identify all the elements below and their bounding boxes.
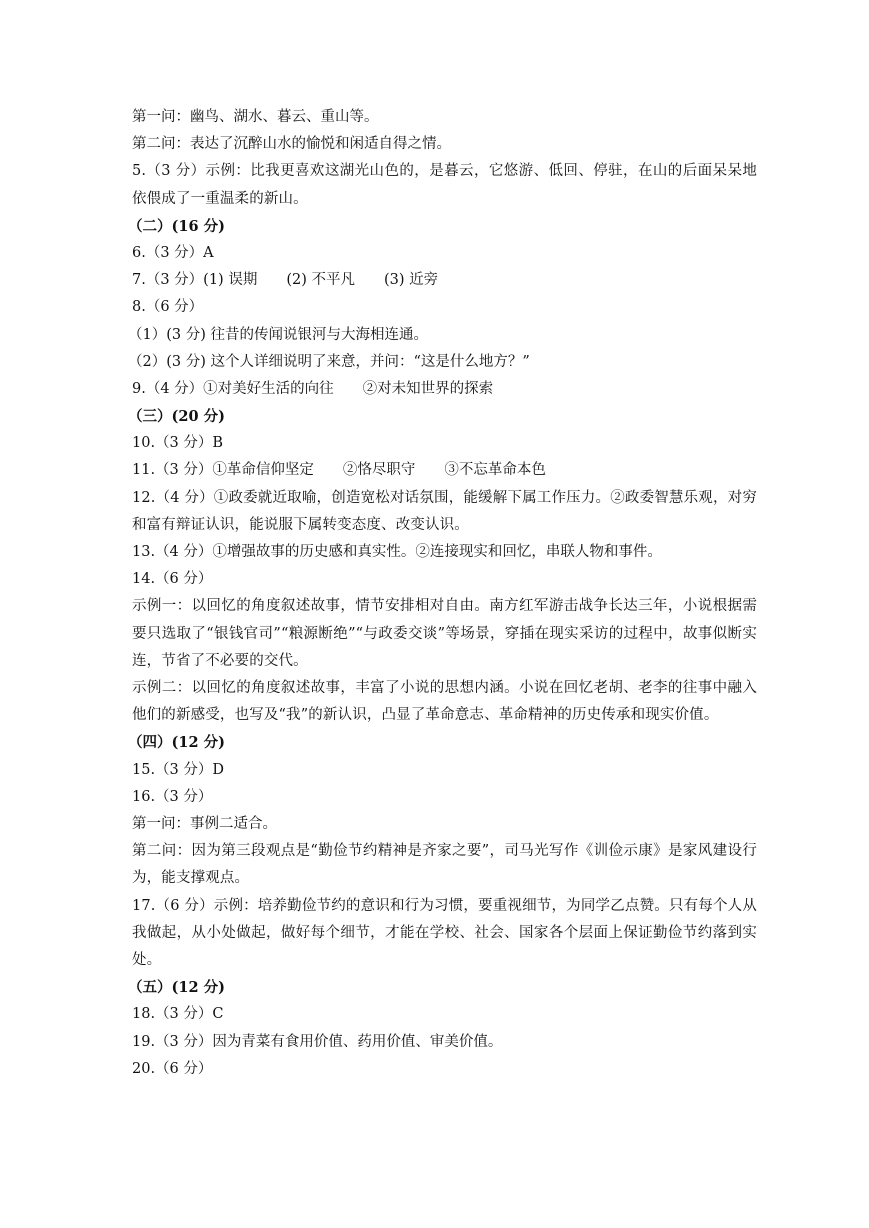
- answer-line: 10.（3 分）B: [132, 435, 224, 452]
- answer-line: 13.（4 分）①增强故事的历史感和真实性。②连接现实和回忆，串联人物和事件。: [132, 544, 662, 561]
- answer-line: 14.（6 分）: [132, 571, 213, 588]
- answer-paragraph: 17.（6 分）示例：培养勤俭节约的意识和行为习惯，要重视细节，为同学乙点赞。只有每个人从我做起，从小处做起，做好每个细节，才能在学校、社会、国家各个层面上保证勤俭节约落到实处。: [132, 897, 757, 969]
- answer-key-text: [128, 104, 757, 1083]
- answer-line: 7.（3 分）(1) 误期 (2) 不平凡 (3) 近旁: [132, 272, 439, 289]
- answer-line: 8.（6 分）: [132, 299, 204, 316]
- answer-paragraph: 示例一：以回忆的角度叙述故事，情节安排相对自由。南方红军游击战争长达三年，小说根据需要只选取了“银钱官司”“粮源断绝”“与政委交谈”等场景，穿插在现实采访的过程中，故事似断实连，节省了不必要的交代。: [132, 598, 757, 669]
- answer-line: 第一问：幽鸟、湖水、暮云、重山等。: [132, 109, 379, 125]
- answer-paragraph: 5.（3 分）示例：比我更喜欢这湖光山色的，是暮云，它悠游、低回、停驻，在山的后面呆呆地依偎成了一重温柔的新山。: [132, 163, 757, 207]
- answer-line: （1）(3 分) 往昔的传闻说银河与大海相连通。: [128, 326, 428, 343]
- answer-line: 19.（3 分）因为青菜有食用价值、药用价值、审美价值。: [132, 1033, 503, 1050]
- section-heading: （四）(12 分): [128, 734, 225, 752]
- answer-line: 第二问：表达了沉醉山水的愉悦和闲适自得之情。: [132, 136, 451, 153]
- answer-paragraph: 12.（4 分）①政委就近取喻，创造宽松对话氛围，能缓解下属工作压力。②政委智慧乐观，对穷和富有辩证认识，能说服下属转变态度、改变认识。: [132, 489, 757, 533]
- answer-line: 15.（3 分）D: [132, 761, 225, 778]
- answer-line: 6.（3 分）A: [132, 244, 214, 261]
- section-heading: （五）(12 分): [128, 979, 225, 997]
- answer-line: 20.（6 分）: [132, 1060, 213, 1077]
- section-heading: （三）(20 分): [128, 408, 225, 426]
- answer-line: 第一问：事例二适合。: [132, 816, 277, 833]
- answer-paragraph: 示例二：以回忆的角度叙述故事，丰富了小说的思想内涵。小说在回忆老胡、老李的往事中融入他们的新感受，也写及“我”的新认识，凸显了革命意志、革命精神的历史传承和现实价值。: [132, 680, 757, 724]
- answer-line: 18.（3 分）C: [132, 1006, 224, 1023]
- answer-paragraph: 第二问：因为第三段观点是“勤俭节约精神是齐家之要”，司马光写作《训俭示康》是家风建设行为，能支撑观点。: [132, 843, 757, 887]
- answer-line: 16.（3 分）: [132, 788, 213, 805]
- answer-line: （2）(3 分) 这个人详细说明了来意，并问：“这是什么地方？”: [128, 353, 530, 370]
- answer-line: 11.（3 分）①革命信仰坚定 ②恪尽职守 ③不忘革命本色: [132, 462, 546, 479]
- section-heading: （二）(16 分): [128, 217, 225, 235]
- answer-line: 9.（4 分）①对美好生活的向往 ②对未知世界的探索: [132, 380, 494, 397]
